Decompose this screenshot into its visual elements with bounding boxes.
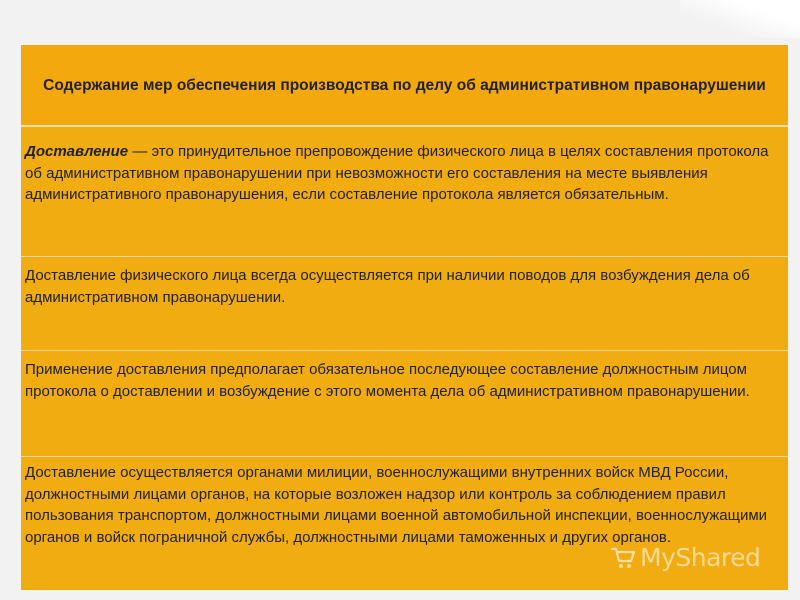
table-cell: Применение доставления предполагает обязательное последующее составление должностным лицом протокола о доставлении и возбуждение с этого момента дела об административном правонарушении. (21, 351, 788, 457)
slide-corner-decoration (680, 0, 800, 38)
shopping-cart-icon (610, 545, 636, 571)
watermark-text: MyShared (640, 543, 761, 572)
table-cell (21, 127, 788, 257)
table-header-row (21, 45, 788, 127)
defined-term: Доставление (25, 143, 129, 160)
watermark (610, 543, 760, 572)
content-table (21, 45, 788, 590)
table-row (21, 127, 788, 257)
definition-text: — это принудительное препровождение физического лица в целях составления протокола об административном правонарушении при невозможности его составления на месте выявления административного правонарушения, если составление протокола является обязательным. (25, 143, 769, 203)
table-cell: Доставление физического лица всегда осуществляется при наличии поводов для возбуждения дела об административном правонарушении. (21, 257, 788, 351)
table-cell: Доставление осуществляется органами милиции, военнослужащими внутренних войск МВД России, должностными лицами органов, на которые возложен надзор или контроль за соблюдением правил пользования транспортом, должностными лицами военной автомобильной инспекции, военнослужащими органов и войск пограничной службы, должностными лицами таможенных и других органов. (21, 457, 788, 590)
table-title: Содержание мер обеспечения производства по делу об административном правонарушении (21, 45, 788, 127)
table-row (21, 351, 788, 457)
table-row (21, 257, 788, 351)
